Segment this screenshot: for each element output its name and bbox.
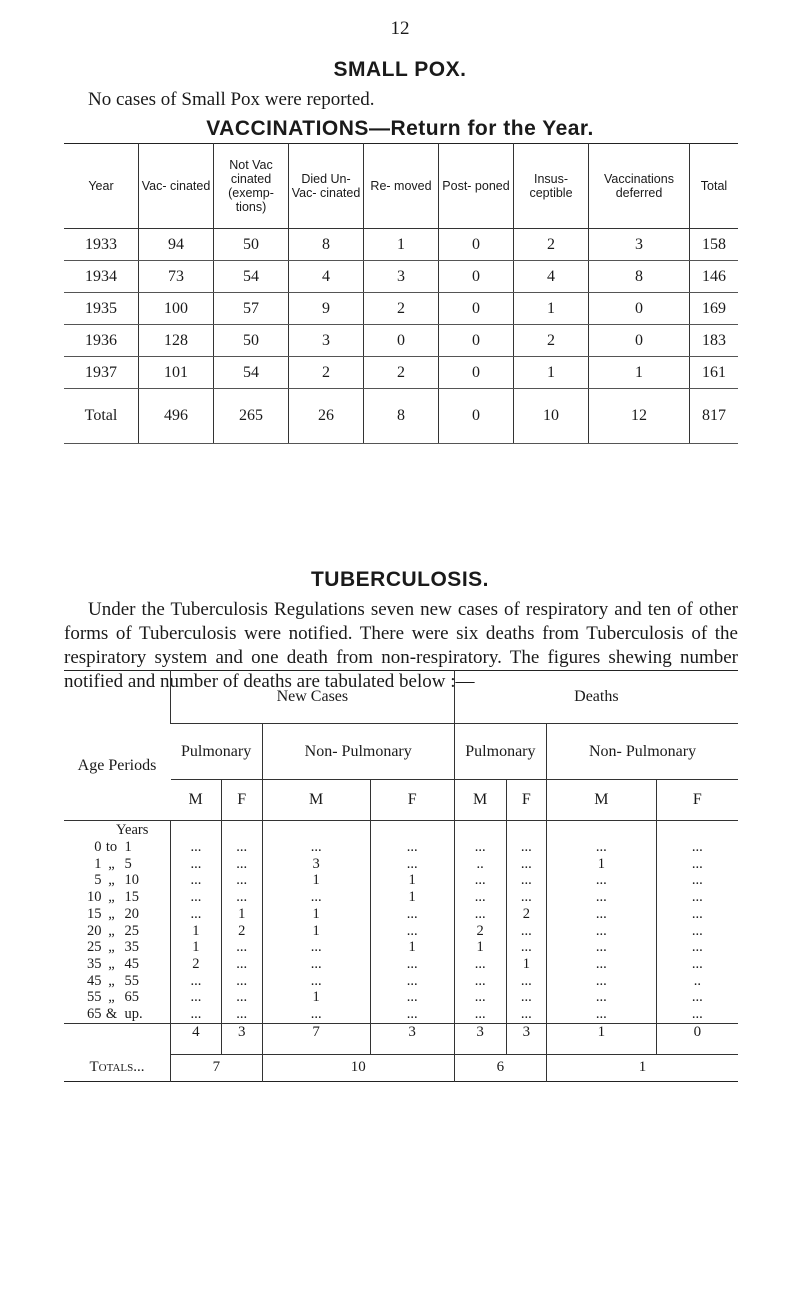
table-cell: 265 [214,389,289,444]
table-cell: 57 [214,293,289,325]
vaccinations-heading: VACCINATIONS—Return for the Year. [206,117,594,140]
table-cell: ... [370,856,454,873]
age-sep: „ [108,872,115,889]
age-period-row [64,872,738,889]
table-cell: 100 [139,293,214,325]
table-cell: ... [221,956,262,973]
tuberculosis-table [64,670,738,1082]
table-cell: 0 [439,389,514,444]
new-non-pulmonary-header: Non- Pulmonary [262,724,454,780]
table-cell: Total [64,389,139,444]
table-cell: ... [262,973,370,990]
tuberculosis-heading: TUBERCULOSIS. [310,568,489,591]
vaccinations-row [64,357,738,389]
table-cell: 12 [589,389,690,444]
table-cell: 101 [139,357,214,389]
age-period-row [64,889,738,906]
table-cell: ... [547,939,657,956]
table-cell: 158 [690,229,739,261]
table-cell: 1 [589,357,690,389]
table-cell: .. [454,856,506,873]
page-number: 12 [390,18,410,39]
table-cell: 2 [221,923,262,940]
vaccinations-total-row [64,389,738,444]
table-cell: 2 [514,325,589,357]
new-cases-header: New Cases [171,671,455,724]
table-cell: ... [506,839,546,856]
table-cell: ... [547,956,657,973]
age-sep: & [105,1006,118,1023]
new-pulm-m: M [171,780,222,821]
age-period-row [64,1006,738,1023]
age-from: 45 [87,972,102,989]
age-from: 5 [94,872,102,889]
table-cell: 817 [690,389,739,444]
new-pulmonary-header: Pulmonary [171,724,263,780]
table-cell: 1 [506,956,546,973]
vaccinations-row [64,229,738,261]
age-period-row [64,856,738,873]
age-period-row [64,923,738,940]
table-cell: 2 [454,923,506,940]
deaths-nonpulm-m: M [547,780,657,821]
table-cell: 54 [214,261,289,293]
table-cell: 128 [139,325,214,357]
table-cell: 3 [289,325,364,357]
table-cell: ... [370,906,454,923]
table-cell: 161 [690,357,739,389]
age-to: 45 [124,955,139,972]
new-nonpulm-f: F [370,780,454,821]
header-removed: Re- moved [364,144,439,229]
subtotal-cell: 4 [171,1023,222,1054]
age-period-label [64,956,171,973]
table-cell: ... [370,923,454,940]
table-cell: ... [171,1006,222,1023]
table-cell: ... [171,889,222,906]
table-cell: 1 [262,906,370,923]
table-cell: 0 [589,293,690,325]
table-cell: 3 [589,229,690,261]
age-from: 65 [87,1006,102,1023]
total-cell: 10 [262,1054,454,1081]
age-to: 5 [124,855,132,872]
table-cell: ... [221,1006,262,1023]
subtotal-cell: 1 [547,1023,657,1054]
table-cell: ... [370,956,454,973]
table-cell: 1 [514,357,589,389]
subtotal-cell: 3 [221,1023,262,1054]
table-cell: 146 [690,261,739,293]
age-sep: „ [108,922,115,939]
age-from: 0 [94,839,102,855]
table-cell: 0 [589,325,690,357]
table-cell: ... [454,839,506,856]
table-cell: ... [656,839,738,856]
subtotal-cell: 3 [454,1023,506,1054]
table-cell: ... [262,939,370,956]
age-period-label [64,889,171,906]
age-period-label [64,939,171,956]
age-period-label [64,973,171,990]
age-to: 55 [124,972,139,989]
header-died: Died Un-Vac- cinated [289,144,364,229]
table-cell: 1936 [64,325,139,357]
age-period-label [64,872,171,889]
table-cell: 0 [439,261,514,293]
table-cell: ... [547,923,657,940]
table-cell: ... [454,956,506,973]
vaccinations-row [64,293,738,325]
header-year: Year [64,144,139,229]
table-cell: ... [454,872,506,889]
table-cell: 1934 [64,261,139,293]
table-cell: 1 [547,856,657,873]
age-period-label [64,923,171,940]
table-cell: 1 [454,939,506,956]
header-deferred: Vaccinations deferred [589,144,690,229]
table-cell: 1935 [64,293,139,325]
table-cell: ... [656,906,738,923]
age-from: 15 [87,905,102,922]
table-cell: 3 [262,856,370,873]
table-cell: .. [656,973,738,990]
age-sep: „ [108,955,115,972]
age-period-row [64,956,738,973]
vaccinations-table [64,143,738,444]
header-vaccinated: Vac- cinated [139,144,214,229]
age-sep: „ [108,855,115,872]
table-cell: 94 [139,229,214,261]
age-from: 55 [87,989,102,1006]
age-to: 20 [124,905,139,922]
subtotal-cell: 7 [262,1023,370,1054]
table-cell: ... [656,939,738,956]
table-cell: 3 [364,261,439,293]
table-cell: ... [171,906,222,923]
age-period-label [64,839,171,856]
table-cell: ... [370,1006,454,1023]
header-postponed: Post- poned [439,144,514,229]
age-period-row [64,989,738,1006]
table-cell: ... [656,956,738,973]
table-cell: 26 [289,389,364,444]
header-not-vaccinated: Not Vac cinated (exemp- tions) [214,144,289,229]
table-cell: ... [454,906,506,923]
table-cell: ... [221,856,262,873]
table-cell: ... [506,939,546,956]
table-cell: 8 [364,389,439,444]
age-to: 35 [124,939,139,956]
smallpox-heading: SMALL POX. [333,58,467,81]
total-cell: 6 [454,1054,546,1081]
age-from: 35 [87,955,102,972]
header-total: Total [690,144,739,229]
age-sep: to [105,839,118,855]
table-cell: ... [171,872,222,889]
table-cell: 50 [214,229,289,261]
subtotal-cell: 3 [370,1023,454,1054]
table-cell: 8 [589,261,690,293]
age-sep: „ [108,939,115,956]
table-cell: 1 [262,872,370,889]
age-period-row [64,906,738,923]
table-cell: 1 [262,989,370,1006]
table-cell: ... [547,973,657,990]
deaths-pulm-m: M [454,780,506,821]
table-cell: 1 [370,872,454,889]
table-cell: ... [454,973,506,990]
table-cell: ... [547,906,657,923]
table-cell: 183 [690,325,739,357]
table-cell: ... [262,1006,370,1023]
table-cell: ... [221,939,262,956]
table-cell: ... [370,973,454,990]
table-cell: ... [262,956,370,973]
vaccinations-header-row [64,144,738,229]
new-nonpulm-m: M [262,780,370,821]
table-cell: ... [171,989,222,1006]
table-cell: ... [454,1006,506,1023]
table-cell: 4 [289,261,364,293]
age-from: 10 [87,889,102,906]
table-cell: ... [547,839,657,856]
age-to: 10 [124,872,139,889]
total-cell: 7 [171,1054,263,1081]
new-pulm-f: F [221,780,262,821]
table-cell: ... [547,889,657,906]
table-cell: ... [656,856,738,873]
subtotals-row [64,1023,738,1054]
table-cell: ... [506,973,546,990]
table-cell: 1 [364,229,439,261]
table-cell: ... [506,1006,546,1023]
deaths-pulm-f: F [506,780,546,821]
age-period-label [64,1006,171,1023]
total-cell: 1 [547,1054,738,1081]
table-cell: 2 [364,293,439,325]
table-cell: 0 [439,293,514,325]
age-sep: „ [108,905,115,922]
table-cell: 8 [289,229,364,261]
table-cell: 73 [139,261,214,293]
table-cell: ... [370,989,454,1006]
table-cell: ... [221,989,262,1006]
age-from: 20 [87,922,102,939]
table-cell: 1937 [64,357,139,389]
subtotal-cell: 0 [656,1023,738,1054]
table-cell: ... [221,889,262,906]
age-from: 1 [94,855,102,872]
table-cell: 1 [262,923,370,940]
subtotal-cell: 3 [506,1023,546,1054]
table-cell: 1933 [64,229,139,261]
table-cell: ... [656,1006,738,1023]
table-cell: ... [547,989,657,1006]
totals-label: Totals... [89,1058,145,1075]
table-cell: ... [656,923,738,940]
years-label: Years [116,821,149,838]
table-cell: ... [506,923,546,940]
table-cell: 2 [506,906,546,923]
vaccinations-row [64,325,738,357]
table-cell: ... [506,856,546,873]
table-cell: ... [171,973,222,990]
table-cell: ... [171,839,222,856]
table-cell: 2 [171,956,222,973]
table-cell: ... [506,872,546,889]
table-cell: ... [171,856,222,873]
table-cell: 2 [364,357,439,389]
table-cell: ... [221,872,262,889]
deaths-header: Deaths [454,671,738,724]
table-cell: 496 [139,389,214,444]
table-cell: 50 [214,325,289,357]
deaths-nonpulm-f: F [656,780,738,821]
table-cell: ... [221,973,262,990]
table-cell: ... [656,889,738,906]
table-cell: ... [454,989,506,1006]
totals-row [64,1054,738,1081]
table-cell: 169 [690,293,739,325]
age-period-row [64,973,738,990]
table-cell: 54 [214,357,289,389]
table-cell: ... [454,889,506,906]
table-cell: ... [656,989,738,1006]
table-cell: 10 [514,389,589,444]
table-cell: 0 [364,325,439,357]
age-period-label [64,856,171,873]
table-cell: ... [262,839,370,856]
age-period-label [64,906,171,923]
table-cell: 1 [370,889,454,906]
table-cell: 0 [439,229,514,261]
table-cell: 1 [370,939,454,956]
table-cell: 1 [514,293,589,325]
table-cell: 0 [439,357,514,389]
table-cell: ... [370,839,454,856]
age-period-row [64,839,738,856]
table-cell: 4 [514,261,589,293]
vaccinations-row [64,261,738,293]
table-cell: 1 [221,906,262,923]
age-to: 15 [124,889,139,906]
age-from: 25 [87,939,102,956]
table-cell: ... [221,839,262,856]
age-periods-header: Age Periods [64,671,171,821]
smallpox-text: No cases of Small Pox were reported. [88,89,375,110]
table-cell: 0 [439,325,514,357]
table-cell: ... [506,989,546,1006]
age-sep: „ [108,889,115,906]
table-cell: 2 [289,357,364,389]
deaths-pulmonary-header: Pulmonary [454,724,546,780]
table-cell: ... [656,872,738,889]
tuberculosis-paragraph: Under the Tuberculosis Regulations seven new cases of respiratory and ten of other forms of Tuberculosis were notified. There were six deaths from Tuberculosis of the respiratory system and one death from non-respiratory. The figures shewing number notified and number of deaths are tabulated below :— [64,599,738,692]
age-period-label [64,989,171,1006]
age-period-row [64,939,738,956]
table-cell: 1 [171,923,222,940]
table-cell: ... [506,889,546,906]
age-sep: „ [108,989,115,1006]
age-to: 25 [124,922,139,939]
table-cell: ... [547,1006,657,1023]
age-to: up. [124,1006,143,1023]
age-sep: „ [108,972,115,989]
age-to: 65 [124,989,139,1006]
table-cell: ... [262,889,370,906]
table-cell: ... [547,872,657,889]
table-cell: 9 [289,293,364,325]
deaths-non-pulmonary-header: Non- Pulmonary [547,724,738,780]
header-insusceptible: Insus- ceptible [514,144,589,229]
table-cell: 2 [514,229,589,261]
age-to: 1 [124,839,132,855]
table-cell: 1 [171,939,222,956]
